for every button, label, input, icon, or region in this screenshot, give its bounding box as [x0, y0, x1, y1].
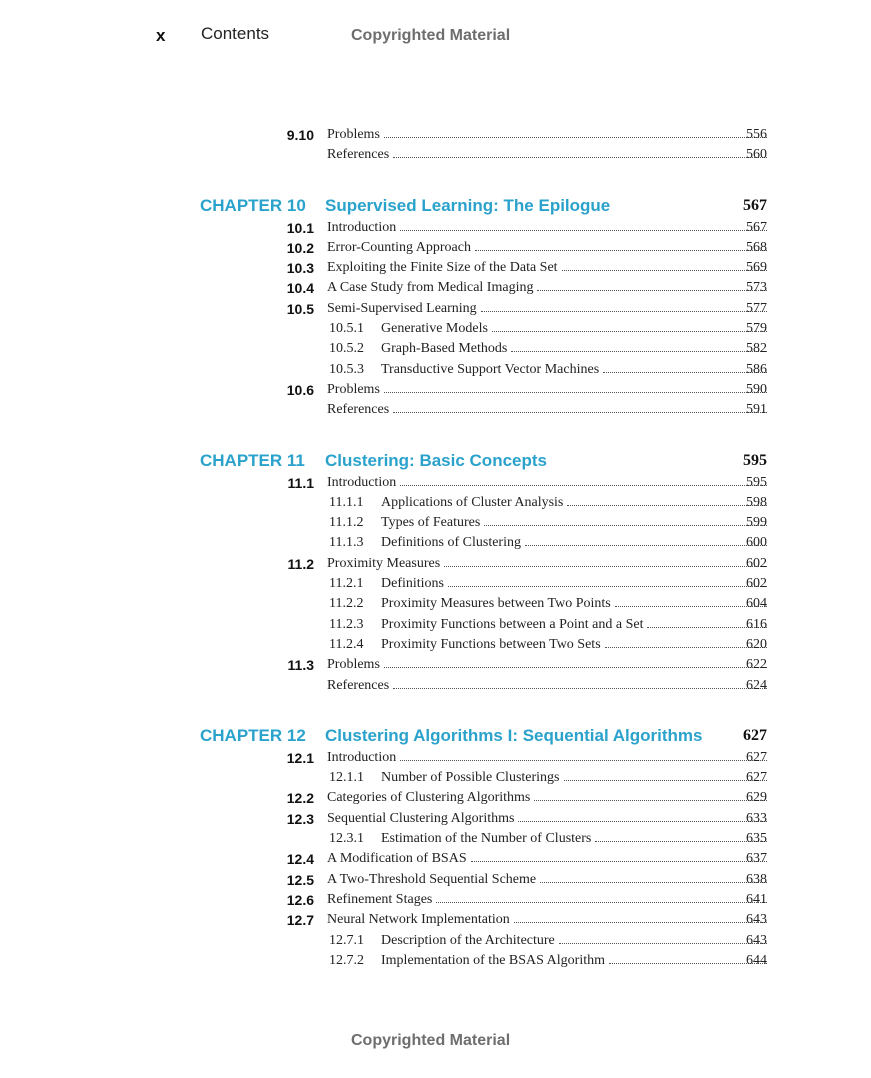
dot-leader	[567, 505, 767, 506]
entry-title: Problems	[327, 127, 380, 142]
toc-subsection-entry[interactable]	[0, 931, 871, 951]
toc-section-entry[interactable]	[0, 788, 871, 808]
toc-subsection-entry[interactable]	[0, 829, 871, 849]
dot-leader	[400, 485, 767, 486]
dot-leader	[471, 861, 767, 862]
entry-page: 600	[746, 535, 767, 551]
toc-subsection-entry[interactable]	[0, 339, 871, 359]
entry-title: Proximity Measures between Two Points	[381, 596, 611, 612]
subsection-number: 12.7.1	[329, 932, 364, 948]
table-of-contents	[0, 125, 871, 971]
entry-title: Neural Network Implementation	[327, 912, 510, 928]
dot-leader	[564, 780, 768, 781]
copyright-watermark-bottom: Copyrighted Material	[351, 1032, 511, 1049]
entry-title: References	[327, 402, 390, 418]
subsection-number: 11.1.1	[329, 494, 364, 510]
toc-subsection-entry[interactable]	[0, 533, 871, 553]
entry-title: Proximity Functions between a Point and a Set	[381, 616, 644, 632]
subsection-number: 12.3.1	[329, 831, 364, 847]
entry-title: Categories of Clustering Algorithms	[327, 790, 531, 806]
dot-leader	[518, 821, 767, 822]
dot-leader	[525, 545, 767, 546]
subsection-number: 11.1.3	[329, 535, 364, 551]
entry-title: Proximity Functions between Two Sets	[381, 636, 601, 652]
dot-leader	[400, 760, 767, 761]
entry-page: 616	[746, 616, 767, 632]
entry-title: Definitions	[381, 576, 444, 592]
entry-title: Problems	[327, 657, 380, 673]
section-number: 12.6	[286, 891, 314, 908]
section-number: 12.3	[286, 810, 314, 827]
subsection-number: 12.1.1	[329, 770, 364, 786]
entry-title: Estimation of the Number of Clusters	[381, 831, 592, 847]
dot-leader	[511, 351, 767, 352]
chapter-page: 567	[743, 196, 767, 214]
section-number: 10.1	[286, 219, 314, 236]
toc-section-entry[interactable]	[0, 890, 871, 910]
entry-page: 635	[746, 831, 767, 847]
section-number: 10.3	[286, 260, 314, 277]
entry-title: Definitions of Clustering	[381, 535, 521, 551]
chapter-heading	[0, 196, 871, 218]
section-number: 12.4	[286, 851, 314, 868]
entry-page: 620	[746, 636, 767, 652]
chapter-title: Clustering Algorithms I: Sequential Algorithms	[325, 725, 703, 745]
toc-subsection-entry[interactable]	[0, 615, 871, 635]
chapter-label: CHAPTER 10	[200, 195, 306, 215]
entry-title: Description of the Architecture	[381, 932, 555, 948]
running-header: Contents	[201, 24, 270, 43]
subsection-number: 11.2.3	[329, 616, 364, 632]
entry-title: A Two-Threshold Sequential Scheme	[327, 871, 537, 887]
entry-title: Applications of Cluster Analysis	[381, 494, 564, 510]
toc-section-entry[interactable]	[0, 238, 871, 258]
dot-leader	[537, 290, 767, 291]
subsection-number: 11.2.4	[329, 636, 364, 652]
section-number: 11.3	[287, 657, 314, 674]
entry-page: 641	[746, 891, 767, 907]
entry-title: Exploiting the Finite Size of the Data Set	[327, 260, 558, 276]
entry-page: 643	[746, 912, 767, 928]
entry-page: 602	[746, 576, 767, 592]
toc-subsection-entry[interactable]	[0, 635, 871, 655]
subsection-number: 11.2.1	[329, 576, 364, 592]
dot-leader	[534, 800, 767, 801]
section-number: 11.1	[287, 474, 314, 491]
toc-section-entry[interactable]	[0, 809, 871, 829]
entry-page: 573	[746, 280, 767, 296]
entry-title: A Case Study from Medical Imaging	[327, 280, 534, 296]
toc-subsection-entry[interactable]	[0, 360, 871, 380]
entry-title: Error-Counting Approach	[327, 239, 471, 255]
dot-leader	[595, 841, 767, 842]
entry-title: Introduction	[327, 749, 397, 765]
toc-section-entry[interactable]	[0, 278, 871, 298]
copyright-watermark-top: Copyrighted Material	[351, 27, 511, 44]
entry-page: 568	[746, 239, 767, 255]
toc-section-entry[interactable]	[0, 400, 871, 420]
toc-subsection-entry[interactable]	[0, 768, 871, 788]
entry-page: 629	[746, 790, 767, 806]
toc-subsection-entry[interactable]	[0, 594, 871, 614]
dot-leader	[481, 311, 767, 312]
subsection-number: 10.5.3	[329, 361, 364, 377]
section-number: 10.4	[286, 280, 314, 297]
entry-page: 567	[746, 219, 767, 235]
entry-page: 598	[746, 494, 767, 510]
dot-leader	[448, 586, 767, 587]
toc-section-entry[interactable]	[0, 125, 871, 145]
dot-leader	[475, 250, 767, 251]
chapter-title: Clustering: Basic Concepts	[325, 450, 547, 470]
entry-page: 624	[746, 677, 767, 693]
chapter-heading	[0, 451, 871, 473]
page-number: x	[156, 26, 166, 45]
dot-leader	[514, 922, 767, 923]
entry-title: References	[327, 677, 390, 693]
entry-page: 627	[746, 749, 767, 765]
chapter-title: Supervised Learning: The Epilogue	[325, 195, 611, 215]
dot-leader	[615, 606, 767, 607]
entry-page: 560	[746, 147, 767, 163]
entry-page: 586	[746, 361, 767, 377]
section-number: 12.2	[286, 790, 314, 807]
entry-title: Transductive Support Vector Machines	[381, 361, 600, 377]
section-number: 12.7	[286, 912, 314, 929]
subsection-number: 12.7.2	[329, 952, 364, 968]
dot-leader	[436, 902, 767, 903]
chapter-heading	[0, 726, 871, 748]
entry-page: 569	[746, 260, 767, 276]
subsection-number: 11.2.2	[329, 596, 364, 612]
entry-page: 582	[746, 341, 767, 357]
subsection-number: 10.5.2	[329, 341, 364, 357]
toc-section-entry[interactable]	[0, 258, 871, 278]
dot-leader	[393, 157, 767, 158]
section-number: 10.5	[286, 300, 314, 317]
entry-page: 579	[746, 321, 767, 337]
toc-subsection-entry[interactable]	[0, 951, 871, 971]
dot-leader	[384, 392, 767, 393]
dot-leader	[484, 525, 767, 526]
subsection-number: 11.1.2	[329, 515, 364, 531]
toc-section-entry[interactable]	[0, 299, 871, 319]
dot-leader	[609, 963, 767, 964]
dot-leader	[393, 688, 767, 689]
toc-section-entry[interactable]	[0, 218, 871, 238]
toc-section-entry[interactable]	[0, 145, 871, 165]
entry-page: 637	[746, 851, 767, 867]
chapter-label: CHAPTER 11	[200, 450, 305, 470]
entry-title: Sequential Clustering Algorithms	[327, 810, 515, 826]
chapter-page: 627	[743, 726, 767, 744]
entry-page: 556	[746, 127, 767, 142]
entry-page: 638	[746, 871, 767, 887]
entry-page: 577	[746, 300, 767, 316]
entry-page: 590	[746, 381, 767, 397]
dot-leader	[540, 882, 767, 883]
entry-page: 643	[746, 932, 767, 948]
entry-page: 604	[746, 596, 767, 612]
toc-subsection-entry[interactable]	[0, 574, 871, 594]
toc-section-entry[interactable]	[0, 473, 871, 493]
entry-page: 644	[746, 952, 767, 968]
entry-page: 622	[746, 657, 767, 673]
dot-leader	[562, 270, 767, 271]
dot-leader	[384, 137, 767, 138]
chapter-page: 595	[743, 451, 767, 469]
toc-section-entry[interactable]	[0, 849, 871, 869]
toc-section-entry[interactable]	[0, 554, 871, 574]
dot-leader	[605, 647, 767, 648]
entry-title: References	[327, 147, 390, 163]
entry-title: A Modification of BSAS	[327, 851, 467, 867]
toc-section-entry[interactable]	[0, 748, 871, 768]
entry-page: 591	[746, 402, 767, 418]
section-number: 12.1	[286, 749, 314, 766]
section-number: 10.6	[286, 381, 314, 398]
entry-title: Number of Possible Clusterings	[381, 770, 560, 786]
toc-subsection-entry[interactable]	[0, 513, 871, 533]
toc-section-entry[interactable]	[0, 655, 871, 675]
toc-subsection-entry[interactable]	[0, 319, 871, 339]
entry-title: Semi-Supervised Learning	[327, 300, 477, 316]
dot-leader	[400, 230, 767, 231]
dot-leader	[492, 331, 767, 332]
entry-page: 595	[746, 474, 767, 490]
dot-leader	[384, 667, 767, 668]
dot-leader	[444, 566, 767, 567]
entry-title: Refinement Stages	[327, 891, 433, 907]
toc-section-entry[interactable]	[0, 870, 871, 890]
section-number: 10.2	[286, 239, 314, 256]
toc-section-entry[interactable]	[0, 380, 871, 400]
entry-title: Introduction	[327, 474, 397, 490]
dot-leader	[603, 372, 767, 373]
dot-leader	[559, 943, 767, 944]
entry-title: Proximity Measures	[327, 555, 441, 571]
toc-subsection-entry[interactable]	[0, 493, 871, 513]
entry-page: 602	[746, 555, 767, 571]
entry-page: 633	[746, 810, 767, 826]
subsection-number: 10.5.1	[329, 321, 364, 337]
toc-section-entry[interactable]	[0, 676, 871, 696]
entry-page: 599	[746, 515, 767, 531]
section-number: 12.5	[286, 871, 314, 888]
entry-title: Implementation of the BSAS Algorithm	[381, 952, 605, 968]
section-number: 9.10	[286, 127, 314, 143]
section-number: 11.2	[287, 555, 314, 572]
dot-leader	[393, 412, 767, 413]
chapter-label: CHAPTER 12	[200, 725, 306, 745]
entry-page: 627	[746, 770, 767, 786]
entry-title: Problems	[327, 381, 380, 397]
toc-section-entry[interactable]	[0, 910, 871, 930]
entry-title: Types of Features	[381, 515, 481, 531]
entry-title: Graph-Based Methods	[381, 341, 508, 357]
entry-title: Generative Models	[381, 321, 488, 337]
entry-title: Introduction	[327, 219, 397, 235]
